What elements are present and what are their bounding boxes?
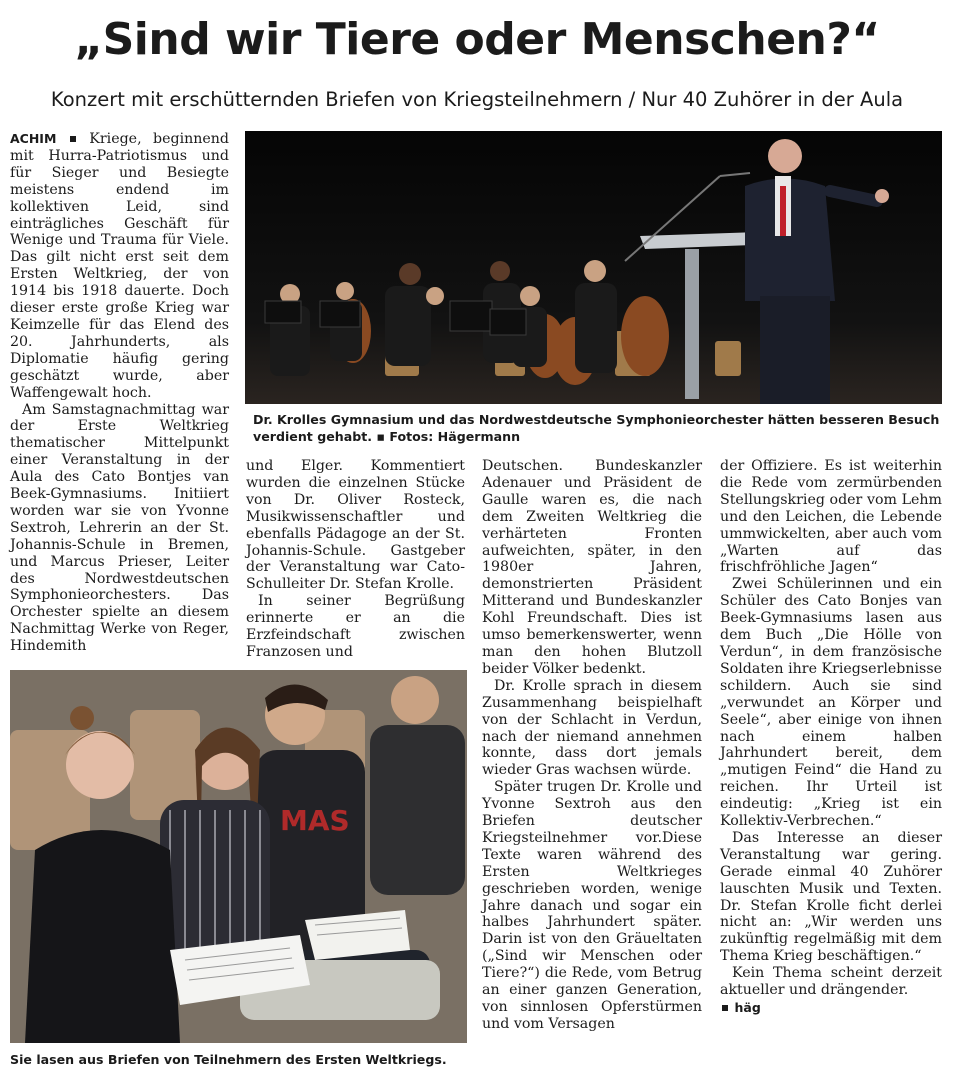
orchestra-illustration	[245, 131, 942, 404]
paragraph: In seiner Begrüßung erinnerte er an die Erzfeindschaft zwischen Franzosen und	[246, 593, 465, 660]
article-column-1	[10, 131, 229, 655]
dateline: ACHIM	[10, 131, 57, 146]
paragraph: und Elger. Kommentiert wurden die einzelnen Stücke von Dr. Oliver Rosteck, Musikwissenschaftler und ebenfalls Pädagoge an der St. Johannis-Schule. Gastgeber der Veranstaltung war Cato-Schulleiter Dr. Stefan Krolle.	[246, 458, 465, 593]
students-photo	[10, 670, 467, 1043]
article-column-3	[482, 458, 702, 1033]
bullet-square-icon	[70, 136, 76, 142]
subheadline: Konzert mit erschütternden Briefen von Kriegsteilnehmern / Nur 40 Zuhörer in der Aula	[50, 88, 904, 111]
orchestra-photo	[245, 131, 942, 404]
photo-caption-bottom: Sie lasen aus Briefen von Teilnehmern des Ersten Weltkriegs.	[10, 1052, 447, 1067]
paragraph: Das Interesse an dieser Veranstaltung war gering. Gerade einmal 40 Zuhörer lauschten Musik und Texten. Dr. Stefan Krolle ficht derlei nicht an: „Wir werden uns zukünftig regelmäßig mit dem Thema Krieg beschäftigen.“	[720, 829, 942, 965]
headline: „Sind wir Tiere oder Menschen?“	[74, 14, 880, 65]
article-column-2	[246, 458, 465, 661]
photo-caption-top: Dr. Krolles Gymnasium und das Nordwestdeutsche Symphonieorchester hätten besseren Besuch verdient gehabt. ▪ Fotos: Hägermann	[253, 412, 940, 444]
svg-text:MAS: MAS	[280, 804, 350, 837]
paragraph: der Offiziere. Es ist weiterhin die Rede vom zermürbenden Stellungskrieg oder vom Lehm und den Leichen, die Lebende ummwickelten, aber auch vom „Warten auf das frischfröhliche Jagen“	[720, 458, 942, 576]
paragraph: Deutschen. Bundeskanzler Adenauer und Präsident de Gaulle waren es, die nach dem Zweiten Weltkrieg die verhärteten Fronten aufweichten, später, in den 1980er Jahren, demonstrierten Präsident Mitterand und Bundeskanzler Kohl Freundschaft. Dies ist umso bemerkenswerter, wenn man den hohen Blutzoll beider Völker bedenkt.	[482, 458, 702, 677]
paragraph: Kein Thema scheint derzeit aktueller und drängender.	[720, 965, 942, 999]
paragraph: Später trugen Dr. Krolle und Yvonne Sextroh aus den Briefen deutscher Kriegsteilnehmer vor.Diese Texte waren während des Ersten Weltkrieges geschrieben worden, wenige Jahre danach und sogar ein halbes Jahrhundert später. Darin ist von den Gräueltaten („Sind wir Menschen oder Tiere?“) die Rede, vom Betrug an einer ganzen Generation, von sinnlosen Opferstürmen und vom Versagen	[482, 779, 702, 1032]
author-signoff: häg	[720, 1000, 942, 1017]
paragraph: Am Samstagnachmittag war der Erste Weltkrieg thematischer Mittelpunkt einer Veranstaltung in der Aula des Cato Bontjes van Beek-Gymnasiums. Initiiert worden war sie von Yvonne Sextroh, Lehrerin an der St. Johannis-Schule in Bremen, und Marcus Prieser, Leiter des Nordwestdeutschen Symphonieorchesters. Das Orchester spielte an diesem Nachmittag Werke von Reger, Hindemith	[10, 401, 229, 655]
paragraph: ACHIM Kriege, beginnend mit Hurra-Patriotismus und für Sieger und Besiegte meistens endend im kollektiven Leid, sind einträgliches Geschäft für Wenige und Trauma für Viele. Das gilt nicht erst seit dem Ersten Weltkrieg, der von 1914 bis 1918 dauerte. Doch dieser erste große Krieg war Keimzelle für das Elend des 20. Jahrhunderts, als Diplomatie häufig gering geschätzt wurde, aber Waffengewalt hoch.	[10, 131, 229, 401]
article-column-4	[720, 458, 942, 1017]
paragraph: Zwei Schülerinnen und ein Schüler des Cato Bonjes van Beek-Gymnasiums lasen aus dem Buch „Die Hölle von Verdun“, in dem französische Soldaten ihre Kriegserlebnisse schildern. Auch sie sind „verwundet an Körper und Seele“, aber einige von ihnen nach einem halben Jahrhundert bereit, dem „mutigen Feind“ die Hand zu reichen. Ihr Urteil ist eindeutig: „Krieg ist ein Kollektiv-Verbrechen.“	[720, 576, 942, 830]
bullet-square-icon	[722, 1005, 728, 1011]
students-illustration	[10, 670, 467, 1043]
paragraph: Dr. Krolle sprach in diesem Zusammenhang beispielhaft von der Schlacht in Verdun, nach der niemand annehmen konnte, dass dort jemals wieder Gras wachsen würde.	[482, 677, 702, 779]
